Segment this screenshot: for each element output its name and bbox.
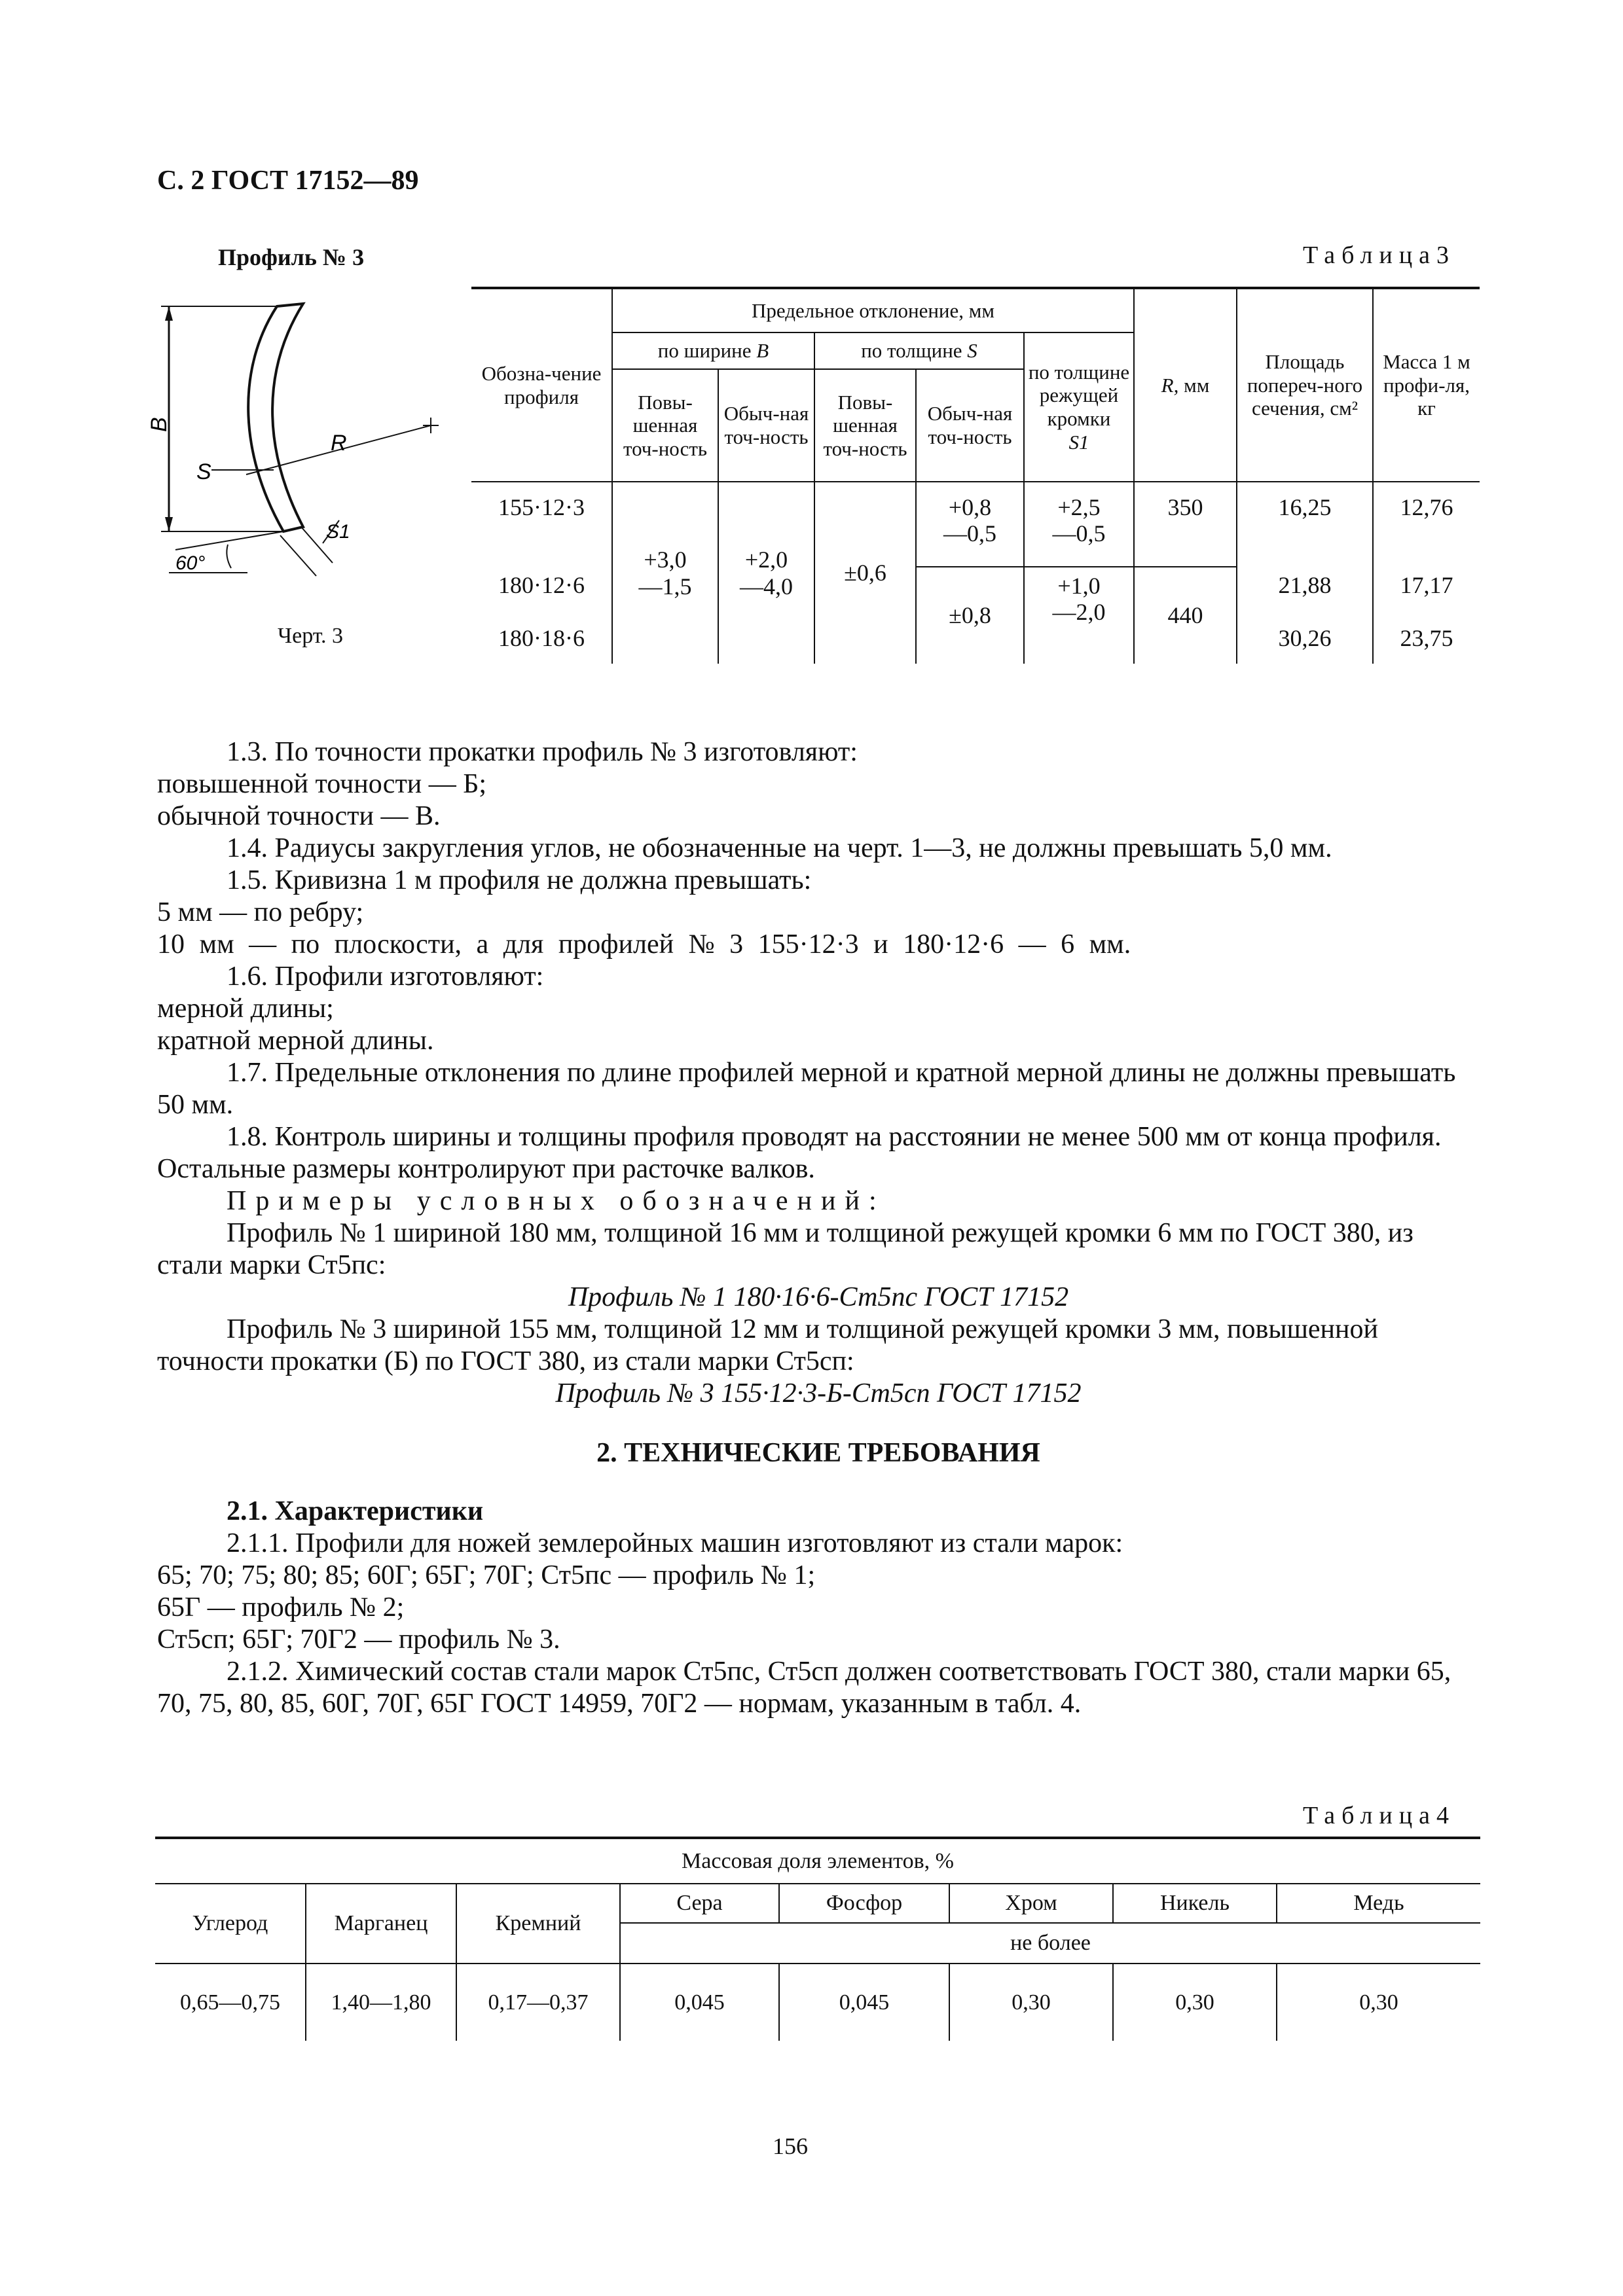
col-chromium-header: Хром [949, 1884, 1113, 1923]
paragraph: повышенной точности — Б; [157, 769, 487, 799]
paragraph: 10 мм — по плоскости, а для профилей № 3 155·12·3 и 180·12·6 — 6 мм. [157, 929, 1131, 960]
paragraph: 1.7. Предельные отклонения по длине профилей мерной и кратной мерной длины не должны превышать 50 мм. [157, 1058, 1456, 1120]
col-mass-header: Масса 1 м профи-ля, кг [1373, 288, 1480, 482]
cell-copper: 0,30 [1359, 1990, 1398, 2015]
paragraph: 1.4. Радиусы закругления углов, не обозначенные на черт. 1—3, не должны превышать 5,0 мм. [227, 833, 1332, 863]
col-thick-high-header: Повы-шенная точ-ность [814, 369, 916, 482]
paragraph: 2.1.2. Химический состав стали марок Ст5пс, Ст5сп должен соответствовать ГОСТ 380, стали марки 65, 70, 75, 80, 85, 60Г, 70Г, 65Г ГОСТ 14959, 70Г2 — нормам, указанным в табл. 4. [157, 1657, 1451, 1719]
cell-sulfur: 0,045 [620, 1964, 779, 2041]
cell-thick-high: ±0,6 [814, 482, 916, 664]
designation-example: Профиль № 1 180·16·6-Ст5пс ГОСТ 17152 [568, 1282, 1069, 1312]
cell-chromium: 0,30 [949, 1964, 1113, 2041]
paragraph: 5 мм — по ребру; [157, 897, 364, 927]
table3-label: Таблица3 [1303, 242, 1456, 269]
width-high-value: +3,0 —1,5 [638, 547, 692, 600]
drawing-label-r: R [331, 431, 347, 456]
cell-mass: 23,75 [1400, 624, 1453, 651]
cell-r: 440 [1134, 567, 1237, 664]
table-row [471, 482, 1480, 567]
cell-manganese: 1,40—1,80 [306, 1964, 456, 2041]
subsection-heading: 2.1. Характеристики [227, 1496, 484, 1526]
body-text [157, 736, 1480, 1720]
col-designation-header: Обозна-чение профиля [471, 288, 612, 482]
drawing-label-b: B [147, 417, 172, 432]
cell-mass: 17,17 [1400, 572, 1453, 598]
col-nickel-header: Никель [1113, 1884, 1277, 1923]
cell-area: 21,88 [1237, 567, 1373, 613]
col-width-high-header: Повы-шенная точ-ность [612, 369, 718, 482]
paragraph: 65Г — профиль № 2; [157, 1592, 405, 1623]
cell-mass: 12,76 [1400, 494, 1453, 520]
designation-example: Профиль № 3 155·12·3-Б-Ст5сп ГОСТ 17152 [555, 1378, 1082, 1408]
col-r-header [1134, 288, 1237, 482]
paragraph: 1.8. Контроль ширины и толщины профиля проводят на расстоянии не менее 500 мм от конца профиля. Остальные размеры контролируют при расточке валков. [157, 1122, 1442, 1184]
paragraph: 1.3. По точности прокатки профиль № 3 изготовляют: [227, 737, 858, 767]
col-sulfur-header: Сера [620, 1884, 779, 1923]
col-copper-header: Медь [1277, 1884, 1480, 1923]
col-manganese-header: Марганец [306, 1884, 456, 1964]
r-var: R, [1161, 373, 1179, 397]
cell-width-normal [718, 482, 814, 664]
cell-thick-normal: ±0,8 [916, 567, 1024, 664]
drawing-label-s: S [196, 459, 211, 484]
col-phosphorus-header: Фосфор [779, 1884, 949, 1923]
cell-designation: 180·18·6 [471, 613, 612, 664]
paragraph: Профиль № 3 шириной 155 мм, толщиной 12 мм и толщиной режущей кромки 3 мм, повышенной точности прокатки (Б) по ГОСТ 380, из стали марки Ст5сп: [157, 1314, 1378, 1376]
section-heading: 2. ТЕХНИЧЕСКИЕ ТРЕБОВАНИЯ [596, 1438, 1040, 1468]
cell-thick-normal: +0,8 —0,5 [916, 482, 1024, 567]
width-normal-value: +2,0 —4,0 [740, 547, 793, 600]
table-3 [471, 287, 1480, 664]
cell-r: 350 [1134, 482, 1237, 567]
paragraph: 1.5. Кривизна 1 м профиля не должна превышать: [227, 865, 812, 895]
cell-phosphorus: 0,045 [779, 1964, 949, 2041]
by-edge-label: по толщине режущей кромки [1028, 360, 1130, 430]
paragraph: 1.6. Профили изготовляют: [227, 961, 544, 992]
r-unit: мм [1184, 373, 1210, 397]
examples-heading: Примеры условных обозначений: [227, 1186, 886, 1216]
col-by-width-header [612, 332, 814, 369]
paragraph: мерной длины; [157, 994, 334, 1024]
profile-3-drawing [149, 295, 444, 609]
cell-designation: 155·12·3 [471, 482, 612, 567]
paragraph: кратной мерной длины. [157, 1026, 434, 1056]
paragraph: 2.1.1. Профили для ножей землеройных машин изготовляют из стали марок: [227, 1528, 1123, 1558]
paragraph: Ст5сп; 65Г; 70Г2 — профиль № 3. [157, 1624, 560, 1655]
by-thickness-label: по толщине [861, 339, 962, 363]
profile-title: Профиль № 3 [218, 244, 365, 270]
page-number: 156 [773, 2133, 808, 2159]
by-width-label: по ширине [657, 339, 752, 363]
cell-area: 16,25 [1237, 482, 1373, 567]
cell-area: 30,26 [1237, 613, 1373, 664]
paragraph: Профиль № 1 шириной 180 мм, толщиной 16 мм и толщиной режущей кромки 6 мм по ГОСТ 380, из стали марки Ст5пс: [157, 1218, 1413, 1280]
col-by-thickness-header [814, 332, 1024, 369]
col-silicon-header: Кремний [456, 1884, 620, 1964]
paragraph: 65; 70; 75; 80; 85; 60Г; 65Г; 70Г; Ст5пс — профиль № 1; [157, 1560, 816, 1590]
col-by-edge-header [1024, 332, 1134, 482]
by-width-var: B [756, 339, 769, 363]
col-width-normal-header: Обыч-ная точ-ность [718, 369, 814, 482]
col-mass-fraction-header: Массовая доля элементов, % [155, 1838, 1480, 1884]
by-edge-var: S1 [1068, 430, 1089, 454]
drawing-label-angle: 60° [175, 552, 206, 574]
cell-width-high [612, 482, 718, 664]
drawing-caption: Черт. 3 [278, 624, 344, 648]
col-deviation-header: Предельное отклонение, мм [612, 288, 1134, 332]
cell-carbon: 0,65—0,75 [155, 1964, 306, 2041]
page-header: С. 2 ГОСТ 17152—89 [157, 166, 419, 196]
col-thick-normal-header: Обыч-ная точ-ность [916, 369, 1024, 482]
table4-label: Таблица4 [1303, 1802, 1456, 1829]
col-max-header: не более [620, 1923, 1480, 1964]
cell-designation: 180·12·6 [471, 567, 612, 613]
table-4 [155, 1837, 1480, 2041]
cell-nickel: 0,30 [1113, 1964, 1277, 2041]
col-carbon-header: Углерод [155, 1884, 306, 1964]
by-thickness-var: S [967, 339, 977, 363]
table-row [155, 1964, 1480, 2041]
cell-silicon: 0,17—0,37 [456, 1964, 620, 2041]
paragraph: обычной точности — В. [157, 801, 441, 831]
cell-edge: +2,5 —0,5 [1024, 482, 1134, 567]
col-area-header: Площадь попереч-ного сечения, см² [1237, 288, 1373, 482]
drawing-label-s1: S1 [326, 521, 350, 543]
cell-edge: +1,0 —2,0 [1024, 567, 1134, 664]
